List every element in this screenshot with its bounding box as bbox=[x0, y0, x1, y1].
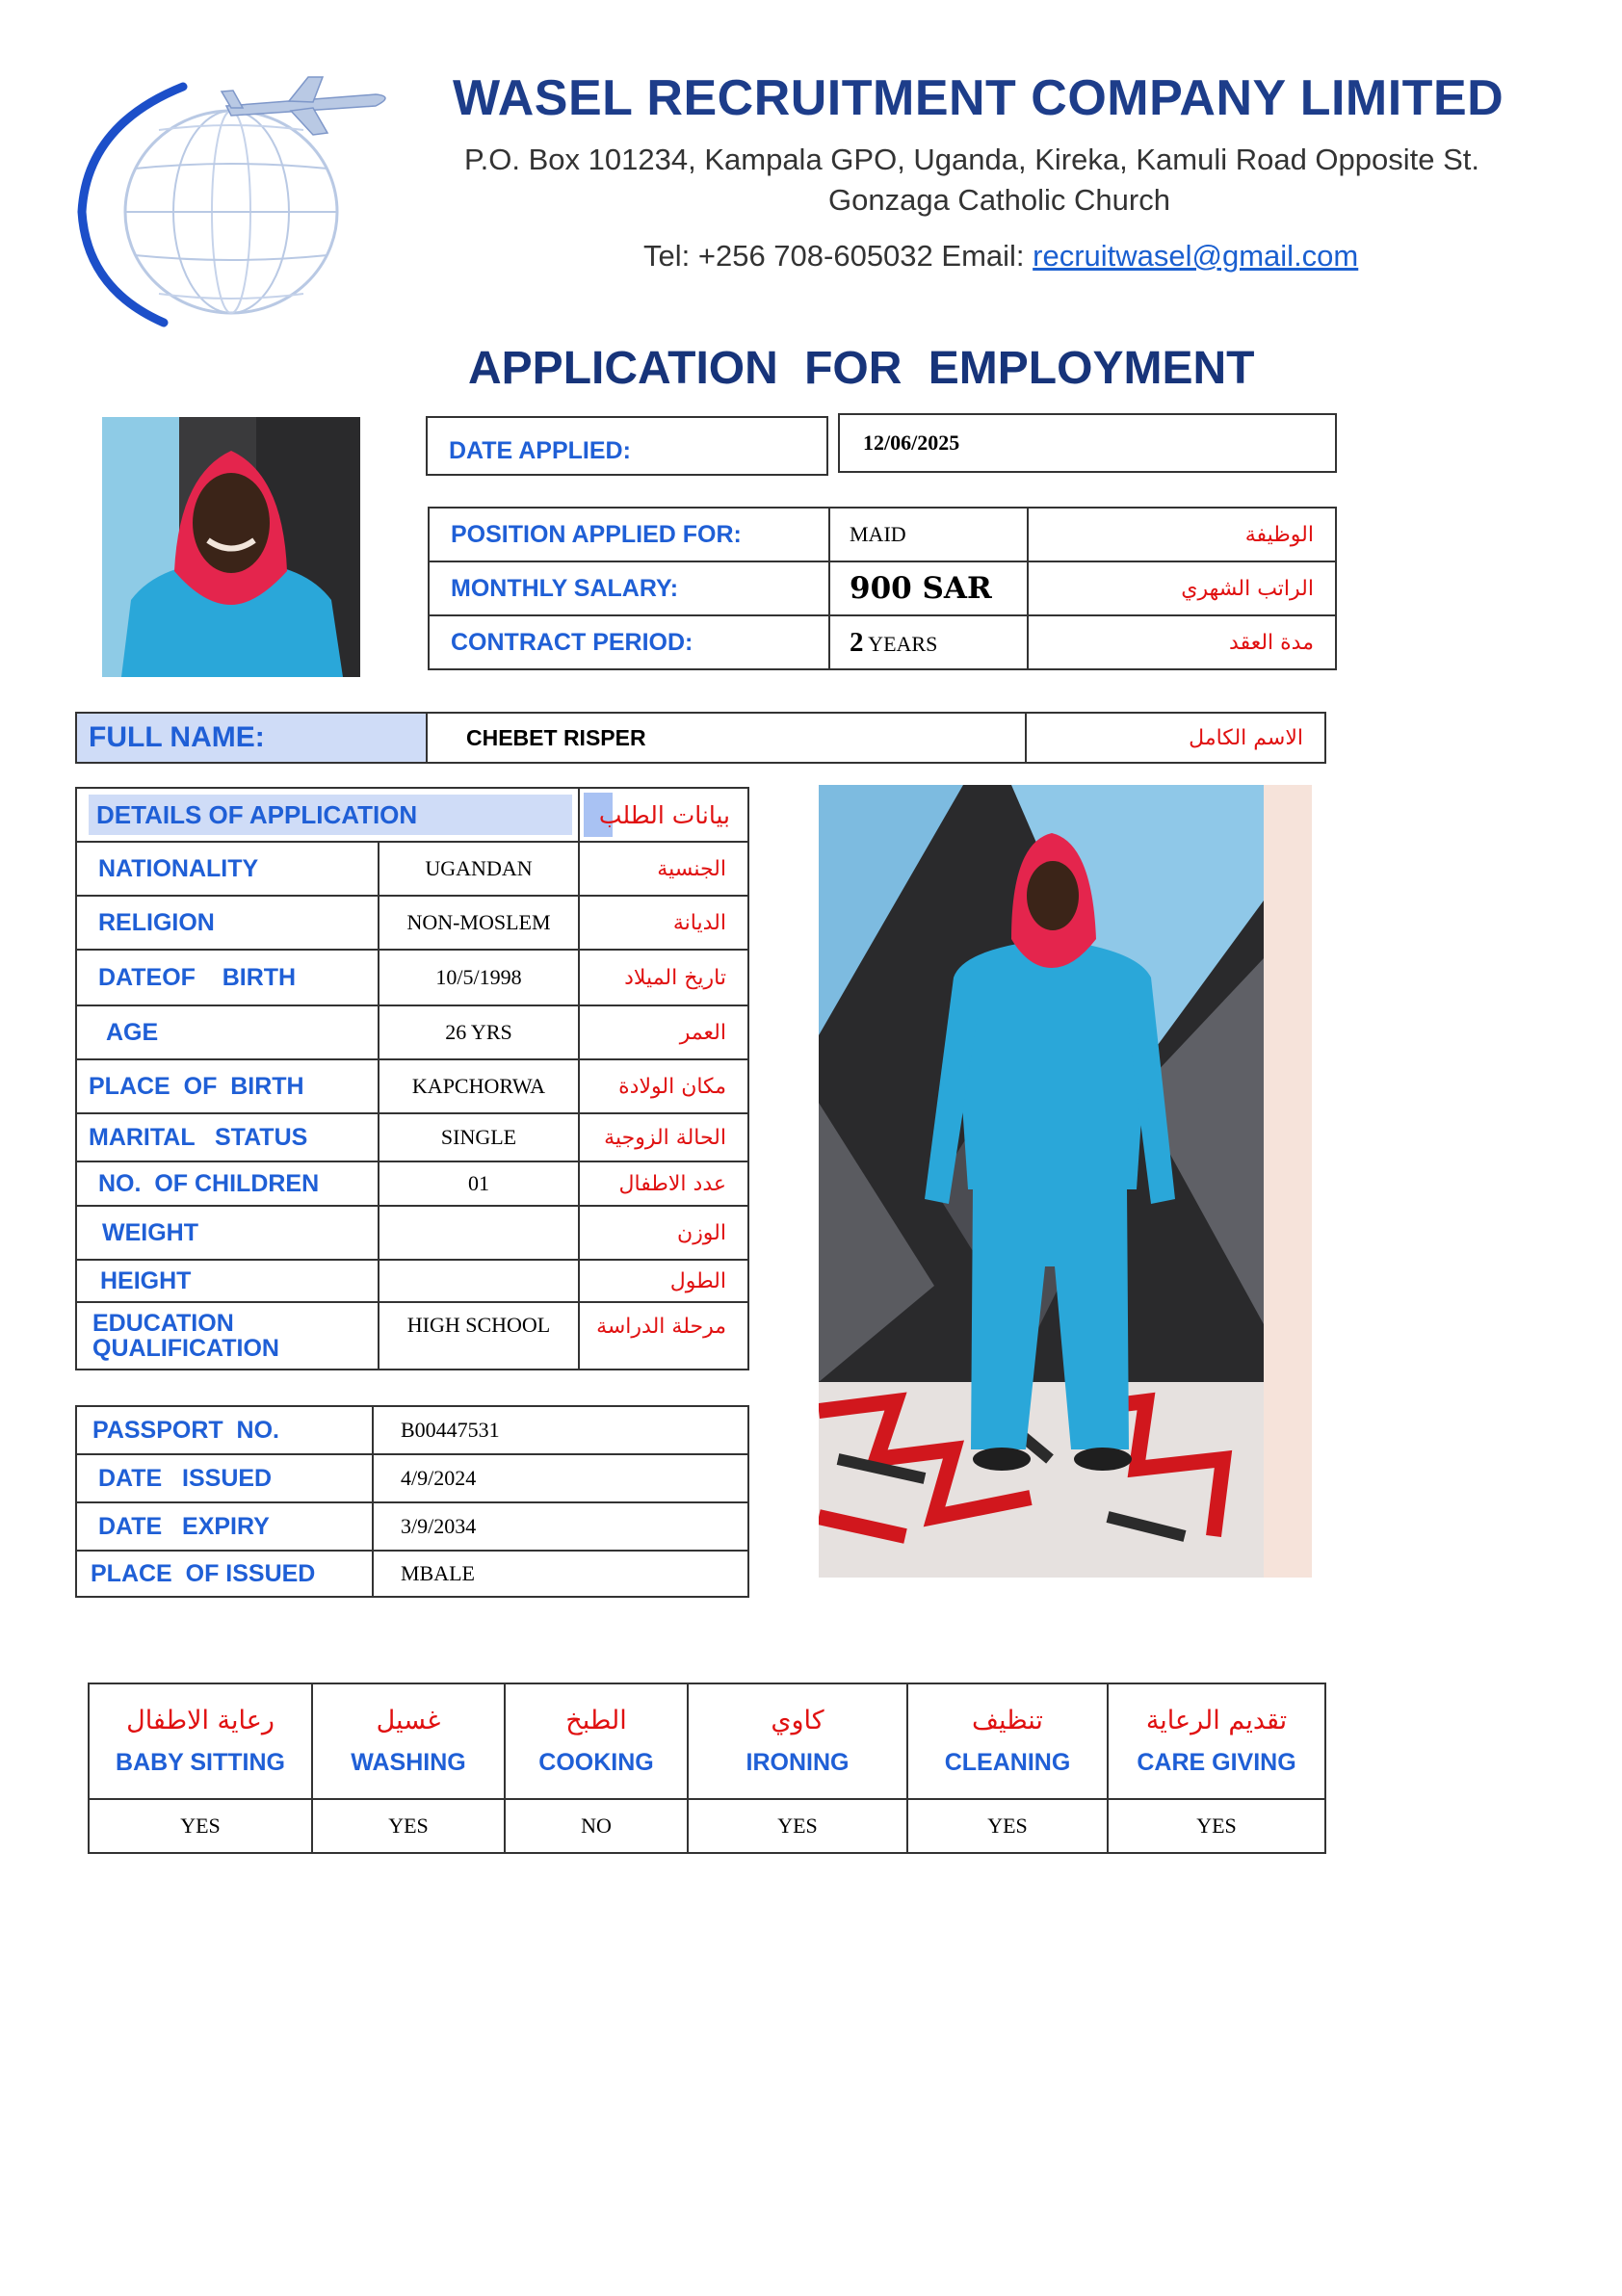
passport-row bbox=[76, 1551, 748, 1597]
skill-ar-ironing: كاوي bbox=[771, 1706, 824, 1735]
position-table bbox=[428, 507, 1337, 670]
salary-label: MONTHLY SALARY: bbox=[429, 561, 829, 615]
dob-label-ar: تاريخ الميلاد bbox=[579, 950, 748, 1005]
details-row bbox=[76, 1113, 748, 1161]
skills-table bbox=[88, 1683, 1326, 1854]
salary-value: 900 SAR bbox=[829, 561, 1028, 615]
position-label-ar: الوظيفة bbox=[1028, 508, 1336, 561]
details-row bbox=[76, 1059, 748, 1113]
age-value: 26 YRS bbox=[379, 1005, 579, 1059]
religion-label: RELIGION bbox=[76, 896, 379, 950]
details-row bbox=[76, 1260, 748, 1302]
skill-value-care-giving: YES bbox=[1108, 1799, 1325, 1853]
place-of-birth-value: KAPCHORWA bbox=[379, 1059, 579, 1113]
position-label: POSITION APPLIED FOR: bbox=[429, 508, 829, 561]
position-row bbox=[429, 508, 1336, 561]
company-name: WASEL RECRUITMENT COMPANY LIMITED bbox=[453, 70, 1504, 126]
skill-ar-baby-sitting: رعاية الاطفال bbox=[126, 1706, 275, 1735]
skill-header-cooking bbox=[505, 1683, 688, 1799]
passport-row bbox=[76, 1454, 748, 1502]
skill-value-cleaning: YES bbox=[907, 1799, 1108, 1853]
education-value: HIGH SCHOOL bbox=[379, 1302, 579, 1370]
contract-value bbox=[829, 615, 1028, 669]
details-header-ar: بيانات الطلب bbox=[598, 800, 730, 829]
details-header-label: DETAILS OF APPLICATION bbox=[96, 799, 418, 829]
children-value: 01 bbox=[379, 1161, 579, 1206]
skill-label-baby-sitting: BABY SITTING bbox=[116, 1749, 285, 1776]
date-issued-value: 4/9/2024 bbox=[373, 1454, 748, 1502]
company-address-line1: P.O. Box 101234, Kampala GPO, Uganda, Kireka, Kamuli Road Opposite St. bbox=[464, 143, 1480, 176]
position-value: MAID bbox=[829, 508, 1028, 561]
company-contact bbox=[643, 239, 1358, 274]
height-value bbox=[379, 1260, 579, 1302]
salary-label-ar: الراتب الشهري bbox=[1028, 561, 1336, 615]
place-issued-label: PLACE OF ISSUED bbox=[76, 1551, 373, 1597]
company-address-line2: Gonzaga Catholic Church bbox=[828, 183, 1170, 217]
applicant-photo-full bbox=[819, 785, 1312, 1578]
dob-value: 10/5/1998 bbox=[379, 950, 579, 1005]
skill-value-ironing: YES bbox=[688, 1799, 907, 1853]
place-of-birth-label-ar: مكان الولادة bbox=[579, 1059, 748, 1113]
place-of-birth-label: PLACE OF BIRTH bbox=[76, 1059, 379, 1113]
education-label: EDUCATION QUALIFICATION bbox=[76, 1302, 379, 1370]
details-row bbox=[76, 842, 748, 896]
full-name-table bbox=[75, 712, 1326, 764]
details-row bbox=[76, 1161, 748, 1206]
full-name-label-ar: الاسم الكامل bbox=[1026, 713, 1325, 763]
contract-label: CONTRACT PERIOD: bbox=[429, 615, 829, 669]
skill-ar-care-giving: تقديم الرعاية bbox=[1145, 1706, 1288, 1735]
nationality-label: NATIONALITY bbox=[76, 842, 379, 896]
passport-table bbox=[75, 1405, 749, 1598]
details-header-row bbox=[76, 788, 748, 842]
contract-label-ar: مدة العقد bbox=[1028, 615, 1336, 669]
skills-value-row bbox=[89, 1799, 1325, 1853]
contract-row bbox=[429, 615, 1336, 669]
skill-header-care-giving bbox=[1108, 1683, 1325, 1799]
religion-value: NON-MOSLEM bbox=[379, 896, 579, 950]
skill-label-cleaning: CLEANING bbox=[944, 1749, 1071, 1776]
skill-header-washing bbox=[312, 1683, 505, 1799]
date-issued-label: DATE ISSUED bbox=[76, 1454, 373, 1502]
date-expiry-value: 3/9/2034 bbox=[373, 1502, 748, 1551]
age-label-ar: العمر bbox=[579, 1005, 748, 1059]
education-label-ar: مرحلة الدراسة bbox=[579, 1302, 748, 1370]
height-label: HEIGHT bbox=[76, 1260, 379, 1302]
date-applied-label: DATE APPLIED: bbox=[449, 437, 631, 464]
skill-ar-cleaning: تنظيف bbox=[972, 1706, 1043, 1735]
skill-value-baby-sitting: YES bbox=[89, 1799, 312, 1853]
details-row bbox=[76, 1302, 748, 1370]
skill-header-baby-sitting bbox=[89, 1683, 312, 1799]
date-applied-value: 12/06/2025 bbox=[863, 430, 960, 455]
document-title: APPLICATION FOR EMPLOYMENT bbox=[468, 343, 1255, 394]
passport-no-value: B00447531 bbox=[373, 1406, 748, 1454]
weight-value bbox=[379, 1206, 579, 1260]
company-logo bbox=[67, 67, 405, 327]
skill-ar-cooking: الطبخ bbox=[565, 1706, 627, 1735]
applicant-photo-small bbox=[102, 417, 360, 677]
age-label: AGE bbox=[76, 1005, 379, 1059]
marital-status-label-ar: الحالة الزوجية bbox=[579, 1113, 748, 1161]
contract-value-unit: YEARS bbox=[863, 631, 938, 656]
details-row bbox=[76, 950, 748, 1005]
date-expiry-label: DATE EXPIRY bbox=[76, 1502, 373, 1551]
weight-label-ar: الوزن bbox=[579, 1206, 748, 1260]
skill-label-washing: WASHING bbox=[351, 1749, 466, 1776]
skill-ar-washing: غسيل bbox=[376, 1706, 441, 1735]
salary-row bbox=[429, 561, 1336, 615]
details-row bbox=[76, 1206, 748, 1260]
skill-header-ironing bbox=[688, 1683, 907, 1799]
dob-label: DATEOF BIRTH bbox=[76, 950, 379, 1005]
marital-status-label: MARITAL STATUS bbox=[76, 1113, 379, 1161]
skill-label-care-giving: CARE GIVING bbox=[1137, 1749, 1296, 1776]
globe-icon bbox=[82, 87, 337, 323]
place-issued-value: MBALE bbox=[373, 1551, 748, 1597]
skill-label-cooking: COOKING bbox=[538, 1749, 654, 1776]
details-row bbox=[76, 896, 748, 950]
religion-label-ar: الديانة bbox=[579, 896, 748, 950]
date-applied-label-box bbox=[426, 416, 828, 476]
skills-header-row bbox=[89, 1683, 1325, 1799]
details-header bbox=[76, 788, 579, 842]
details-table bbox=[75, 787, 749, 1370]
nationality-label-ar: الجنسية bbox=[579, 842, 748, 896]
children-label-ar: عدد الاطفال bbox=[579, 1161, 748, 1206]
contact-email-link[interactable]: recruitwasel@gmail.com bbox=[1033, 239, 1359, 273]
contact-tel: Tel: +256 708-605032 Email: bbox=[643, 239, 1033, 273]
weight-label: WEIGHT bbox=[76, 1206, 379, 1260]
full-name-label: FULL NAME: bbox=[76, 713, 427, 763]
skill-header-cleaning bbox=[907, 1683, 1108, 1799]
skill-label-ironing: IRONING bbox=[746, 1749, 850, 1776]
details-header-ar-cell bbox=[579, 788, 748, 842]
passport-row bbox=[76, 1502, 748, 1551]
marital-status-value: SINGLE bbox=[379, 1113, 579, 1161]
nationality-value: UGANDAN bbox=[379, 842, 579, 896]
full-name-value: CHEBET RISPER bbox=[427, 713, 1026, 763]
passport-no-label: PASSPORT NO. bbox=[76, 1406, 373, 1454]
height-label-ar: الطول bbox=[579, 1260, 748, 1302]
children-label: NO. OF CHILDREN bbox=[76, 1161, 379, 1206]
details-row bbox=[76, 1005, 748, 1059]
contract-value-number: 2 bbox=[850, 626, 864, 658]
skill-value-cooking: NO bbox=[505, 1799, 688, 1853]
skill-value-washing: YES bbox=[312, 1799, 505, 1853]
passport-row bbox=[76, 1406, 748, 1454]
date-applied-value-box bbox=[838, 413, 1337, 473]
